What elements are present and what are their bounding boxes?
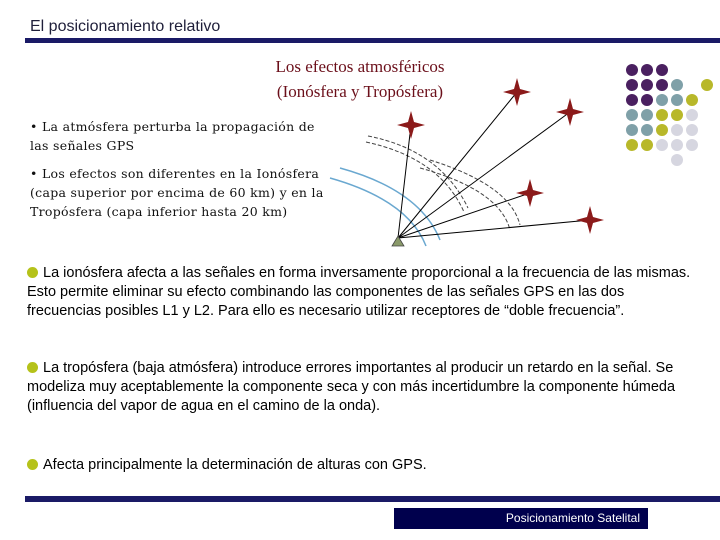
satellite-icon — [503, 78, 531, 106]
decorative-dot — [626, 124, 638, 136]
decorative-dot — [656, 139, 668, 151]
decorative-dot — [656, 79, 668, 91]
decorative-dot — [626, 94, 638, 106]
paragraph-heights — [27, 456, 697, 475]
decorative-dot — [656, 64, 668, 76]
decorative-dot — [641, 79, 653, 91]
footer-label: Posicionamiento Satelital — [505, 511, 640, 525]
decorative-dot — [626, 64, 638, 76]
decorative-dot — [671, 109, 683, 121]
decorative-dot — [686, 124, 698, 136]
decorative-dot — [641, 94, 653, 106]
decorative-dot — [656, 109, 668, 121]
decorative-dot — [641, 139, 653, 151]
bullet-icon — [27, 362, 38, 373]
decorative-dot — [656, 124, 668, 136]
decorative-dot — [671, 154, 683, 166]
decorative-dot — [671, 124, 683, 136]
paragraph-ionosphere — [27, 264, 697, 321]
satellite-icon — [556, 98, 584, 126]
paragraph-heights-text: Afecta principalmente la determinación de alturas con GPS. — [43, 457, 427, 473]
decorative-dot — [641, 64, 653, 76]
decorative-dot — [626, 109, 638, 121]
paragraph-ionosphere-text: La ionósfera afecta a las señales en forma inversamente proporcional a la frecuencia de las mismas. Esto permite eliminar su efecto combinando las componentes de las señales GPS en las dos frecuencias posibles L1 y L2. Para ello es necesario utilizar receptores de “doble frecuencia”. — [27, 265, 691, 319]
signal-rays — [398, 92, 590, 238]
subtitle-line-1: Los efectos atmosféricos — [275, 57, 445, 76]
decorative-dot — [656, 94, 668, 106]
decorative-dot — [626, 139, 638, 151]
subtitle-line-2: (Ionósfera y Tropósfera) — [276, 82, 444, 101]
bullet-icon — [27, 459, 38, 470]
decorative-dot — [686, 109, 698, 121]
note-atmosphere: • La atmósfera perturba la propagación de las señales GPS — [30, 119, 315, 153]
decorative-dot — [671, 79, 683, 91]
satellite-icon — [576, 206, 604, 234]
bottom-rule — [25, 496, 720, 502]
decorative-dot — [671, 94, 683, 106]
decorative-dot — [686, 139, 698, 151]
decorative-dot — [641, 109, 653, 121]
paragraph-troposphere — [27, 359, 697, 416]
footer-label-box — [394, 508, 648, 529]
decorative-dot — [641, 124, 653, 136]
bullet-icon — [27, 267, 38, 278]
paragraph-troposphere-text: La tropósfera (baja atmósfera) introduce errores importantes al producir un retardo en la señal. Se modeliza muy aceptablemente la componente seca y con más incertidumbre la componente húmeda (influencia del vapor de agua en el camino de la onda). — [27, 360, 676, 414]
decorative-dot — [686, 94, 698, 106]
satellite-icon — [516, 179, 544, 207]
satellite-icon — [397, 111, 425, 139]
slide-title: El posicionamiento relativo — [30, 18, 221, 35]
decorative-dot — [626, 79, 638, 91]
decorative-dot — [671, 139, 683, 151]
note-layers: • Los efectos son diferentes en la Ionósfera (capa superior por encima de 60 km) y en la Tropósfera (capa inferior hasta 20 km) — [30, 166, 324, 219]
decorative-dot — [701, 79, 713, 91]
